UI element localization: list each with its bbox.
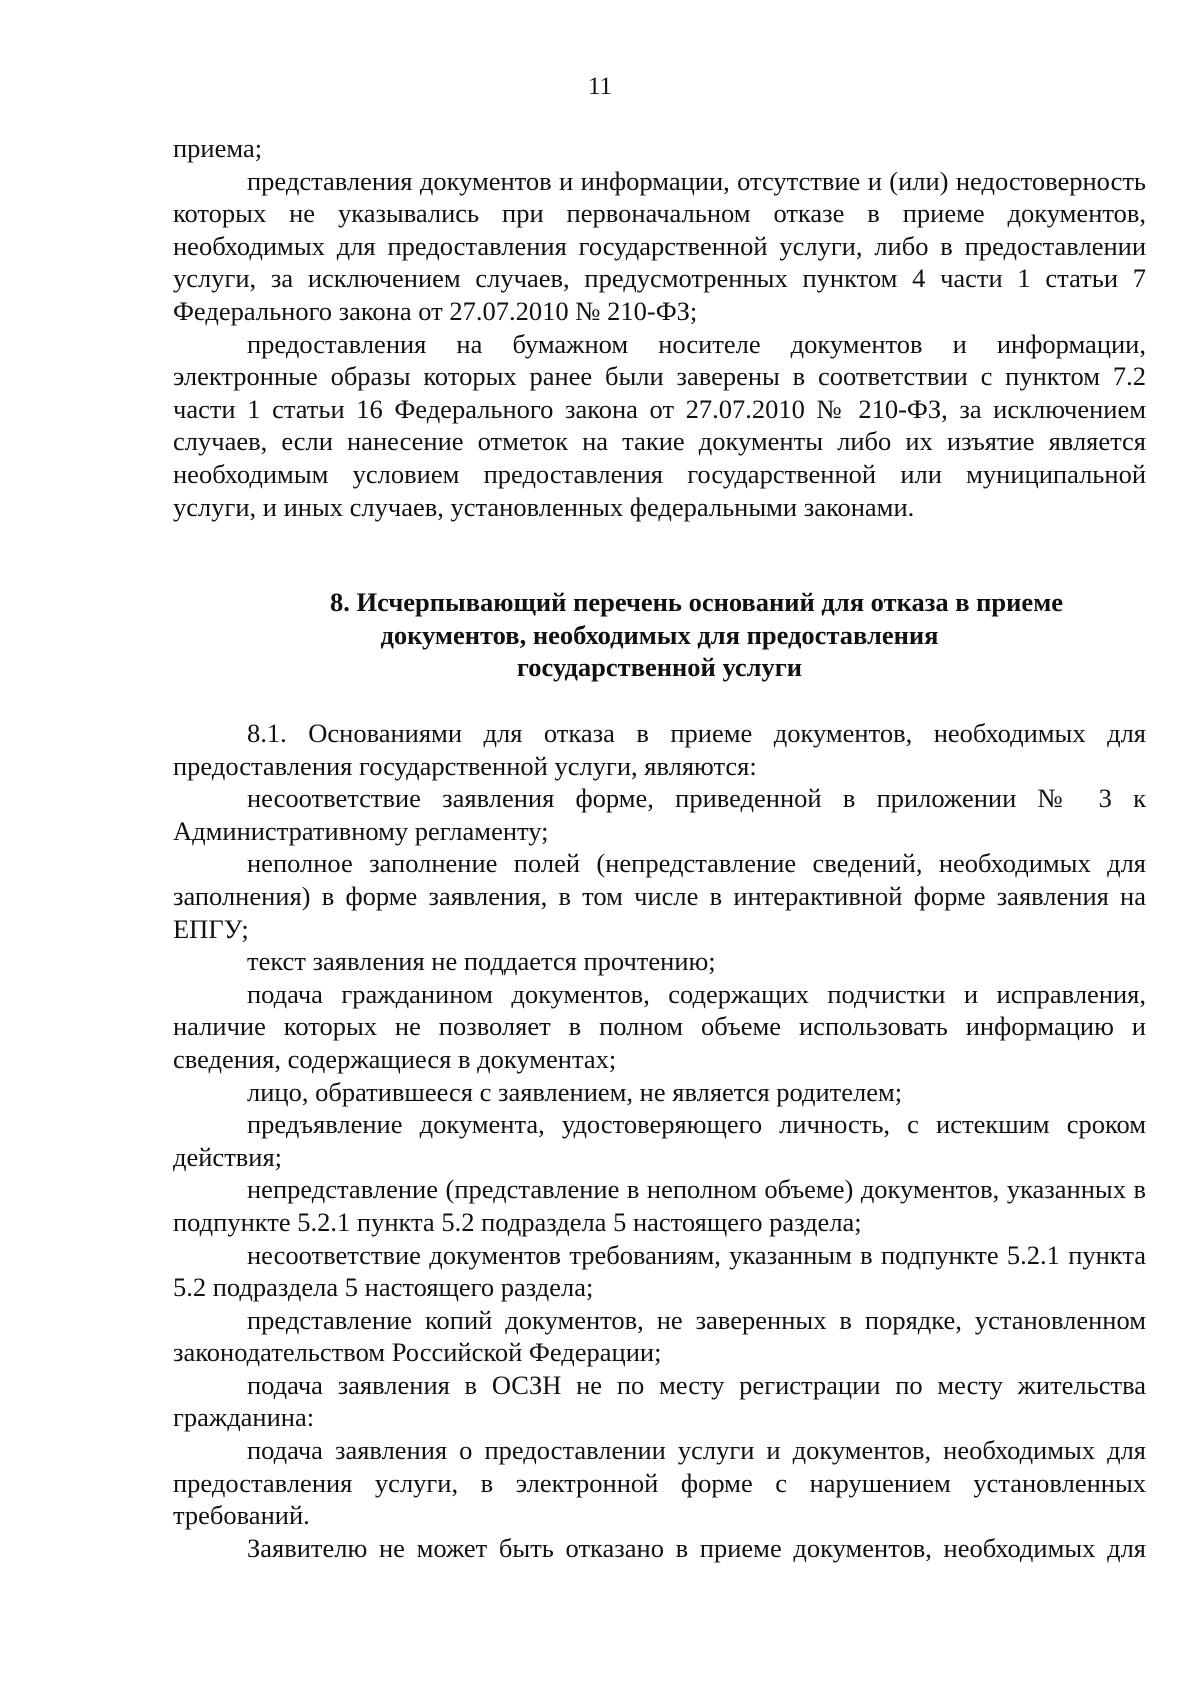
page-number: 11 [587, 73, 613, 100]
list-item: подача заявления в ОСЗН не по месту регистрации по месту жительства гражданина: [173, 1369, 1146, 1433]
list-item: несоответствие документов требованиям, указанным в подпункте 5.2.1 пункта 5.2 подраздела 5 настоящего раздела; [173, 1239, 1146, 1303]
section-heading-line: государственной услуги [516, 652, 803, 683]
section-heading-line: документов, необходимых для предоставления [380, 619, 939, 650]
body-text-section-8 [173, 717, 1146, 1564]
list-item: текст заявления не поддается прочтению; [247, 946, 716, 977]
list-item: лицо, обратившееся с заявлением, не является родителем; [247, 1076, 903, 1107]
body-text-top [173, 132, 1146, 523]
list-item: несоответствие заявления форме, приведенной в приложении № 3 к Административному регламенту; [173, 783, 1146, 846]
list-item: непредставление (представление в неполном объеме) документов, указанных в подпункте 5.2.1 пункта 5.2 подраздела 5 настоящего раздела; [173, 1174, 1146, 1237]
paragraph: предоставления на бумажном носителе документов и информации, электронные образы которых ранее были заверены в соответствии с пунктом 7.2 части 1 статьи 16 Федерального закона от 27.07.2010 № 210-ФЗ, за исключением случаев, если нанесение отметок на такие документы либо их изъятие является необходимым условием предоставления государственной или муниципальной услуги, и иных случаев, установленных федеральными законами. [173, 328, 1146, 522]
list-item: подача заявления о предоставлении услуги и документов, необходимых для предоставления услуги, в электронной форме с нарушением установленных требований. [173, 1435, 1146, 1531]
section-heading [173, 586, 1146, 684]
list-item: предъявление документа, удостоверяющего личность, с истекшим сроком действия; [173, 1109, 1146, 1172]
section-heading-line: 8. Исчерпывающий перечень оснований для отказа в приеме [329, 587, 1064, 617]
paragraph: представления документов и информации, отсутствие и (или) недостоверность которых не указывались при первоначальном отказе в приеме документов, необходимых для предоставления государственной услуги, либо в предоставлении услуги, за исключением случаев, предусмотренных пунктом 4 части 1 статьи 7 Федерального закона от 27.07.2010 № 210-ФЗ; [173, 165, 1146, 326]
paragraph: приема; [173, 133, 263, 163]
list-item: подача гражданином документов, содержащих подчистки и исправления, наличие которых не позволяет в полном объеме использовать информацию и сведения, содержащиеся в документах; [173, 978, 1146, 1074]
paragraph: 8.1. Основаниями для отказа в приеме документов, необходимых для предоставления государственной услуги, являются: [173, 718, 1146, 781]
list-item: представление копий документов, не заверенных в порядке, установленном законодательством Российской Федерации; [173, 1304, 1146, 1368]
paragraph: Заявителю не может быть отказано в приеме документов, необходимых для [247, 1532, 1146, 1563]
list-item: неполное заполнение полей (непредставление сведений, необходимых для заполнения) в форме заявления, в том числе в интерактивной форме заявления на ЕПГУ; [173, 848, 1146, 944]
